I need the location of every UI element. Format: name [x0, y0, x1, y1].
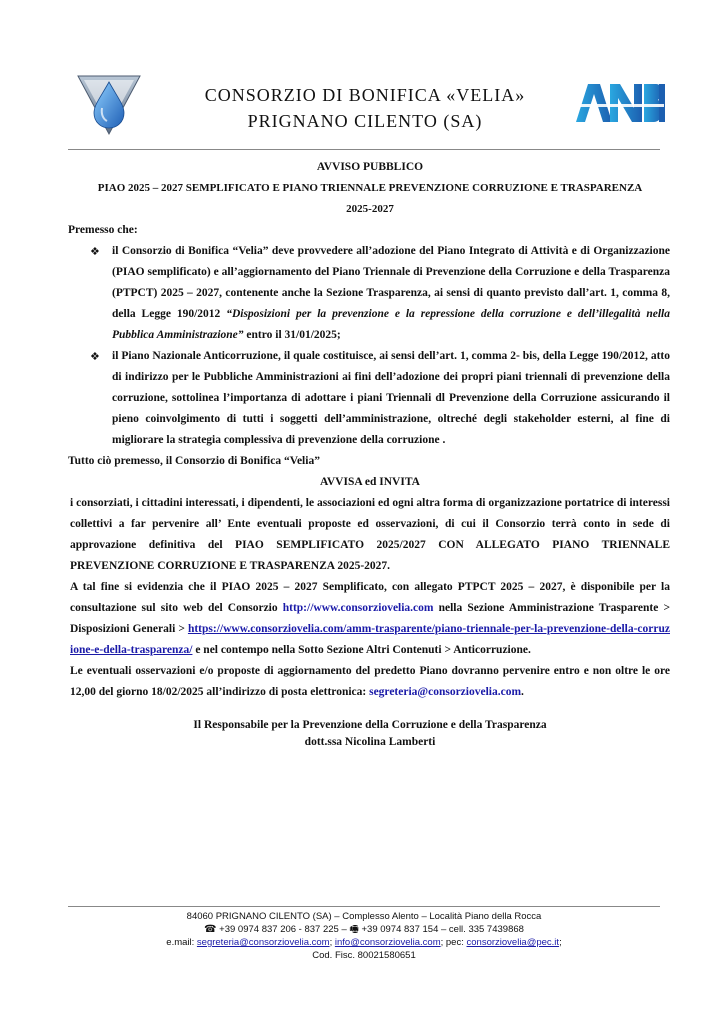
- premises-list: [70, 241, 670, 451]
- premesso-label: Premesso che:: [68, 224, 138, 236]
- organization-name: CONSORZIO DI BONIFICA «VELIA»: [204, 85, 526, 105]
- avvisa-heading: AVVISA ed INVITA: [320, 476, 420, 488]
- footer-phone-numbers: +39 0974 837 206 - 837 225 –: [219, 924, 347, 935]
- footer-email-segreteria[interactable]: segreteria@consorziovelia.com: [196, 937, 330, 948]
- law-title: “Disposizioni per la prevenzione e la repressione della corruzione e dell’illegalità nella Pubblica Amministrazione”: [112, 308, 670, 341]
- availability-text-c: e nel contempo nella Sotto Sezione Altri Contenuti > Anticorruzione.: [192, 644, 531, 656]
- footer-sep: ;: [329, 937, 333, 948]
- signature-role: Il Responsabile per la Prevenzione della Corruzione e della Trasparenza: [193, 719, 547, 731]
- header-divider: [68, 149, 660, 150]
- invitation-paragraph: i consorziati, i cittadini interessati, i dipendenti, le associazioni ed ogni altra forma di organizzazione portatrice di interessi collettivi a far pervenire all’ Ente eventuali proposte ed osservazioni, di cui il Consorzio terrà conto in sede di approvazione definitiva del PIAO SEMPLIFICATO 2025/2027 CON ALLEGATO PIANO TRIENNALE PREVENZIONE CORRUZIONE E TRASPARENZA 2025-2027.: [70, 497, 670, 572]
- footer-divider: [68, 906, 660, 907]
- footer-email-label: e.mail:: [166, 937, 195, 948]
- notice-body: [70, 156, 670, 751]
- footer-phones: [68, 923, 660, 936]
- availability-text-b: nella Sezione Amministrazione Trasparente > Disposizioni Generali >: [70, 602, 671, 635]
- premise-2-text: il Piano Nazionale Anticorruzione, il quale costituisce, ai sensi dell’art. 1, comma 2- bis, della Legge 190/2012, atto di indirizzo per le Pubbliche Amministrazioni ai fini dell’adozione dei propri piani triennali di prevenzione della corruzione, sottolinea l’importanza di adottare i piani Triennali dl Prevenzione della Corruzione assicurando il pieno coinvolgimento di tutti i soggetti dell’amministrazione, oltreché degli stakeholder esterni, al fine di migliorare la strategia complessiva di prevenzione della corruzione .: [112, 350, 670, 446]
- notice-heading: AVVISO PUBBLICO: [316, 161, 424, 173]
- footer-fax-cell: +39 0974 837 154 – cell. 335 7439868: [361, 924, 524, 935]
- premise-1-deadline: entro il 31/01/2025;: [243, 329, 341, 341]
- footer-sep: ;: [559, 937, 562, 948]
- deadline-text: Le eventuali osservazioni e/o proposte di aggiornamento del predetto Piano dovranno pervenire entro e non oltre le ore 12,00 del giorno 18/02/2025 all’indirizzo di posta elettronica:: [70, 665, 670, 698]
- email-suffix: .: [521, 686, 524, 698]
- signature-name: dott.ssa Nicolina Lamberti: [304, 736, 436, 748]
- list-item: [70, 241, 670, 346]
- email-link[interactable]: segreteria@consorziovelia.com: [369, 686, 522, 698]
- notice-subject: [70, 178, 670, 220]
- footer-email-info[interactable]: info@consorziovelia.com: [334, 937, 441, 948]
- deadline-paragraph: [70, 661, 670, 703]
- diamond-bullet-icon: ❖: [90, 350, 100, 363]
- website-link[interactable]: http://www.consorziovelia.com: [282, 602, 434, 614]
- water-drop-triangle-logo-icon: [76, 72, 142, 138]
- footer-contacts: [68, 910, 660, 962]
- organization-location: PRIGNANO CILENTO (SA): [247, 111, 483, 131]
- availability-paragraph: [70, 577, 670, 661]
- signature-block: [70, 717, 670, 751]
- footer-email-pec[interactable]: consorziovelia@pec.it: [466, 937, 560, 948]
- telephone-icon: ☎: [204, 924, 217, 935]
- availability-text-a: A tal fine si evidenzia che il PIAO 2025 – 2027 Semplificato, con allegato PTPCT 2025 – 2027, è disponibile per la consultazione sul sito web del Consorzio: [70, 581, 670, 614]
- list-item: [70, 346, 670, 451]
- diamond-bullet-icon: ❖: [90, 245, 100, 258]
- notice-subject-line2: 2025-2027: [346, 203, 394, 215]
- letterhead: [0, 0, 728, 160]
- premise-conclusion: Tutto ciò premesso, il Consorzio di Bonifica “Velia”: [68, 455, 320, 467]
- footer-emails: [68, 936, 660, 949]
- footer-tax-code: Cod. Fisc. 80021580651: [312, 950, 416, 961]
- ptpct-page-link[interactable]: https://www.consorziovelia.com/amm-trasparente/piano-triennale-per-la-prevenzione-della-corruzione-e-della-trasparenza/: [70, 623, 670, 656]
- premise-1-text: il Consorzio di Bonifica “Velia” deve provvedere all’adozione del Piano Integrato di Attività e di Organizzazione (PIAO semplificato) e all’aggiornamento del Piano Triennale di Prevenzione della Corruzione e della Trasparenza (PTPCT) 2025 – 2027, contenente anche la Sezione Trasparenza, ai sensi di quanto previsto dall’art. 1, comma 8, della Legge 190/2012: [112, 245, 670, 320]
- organization-title: [170, 82, 560, 134]
- footer-address: 84060 PRIGNANO CILENTO (SA) – Complesso Alento – Località Piano della Rocca: [186, 911, 542, 922]
- notice-subject-line1: PIAO 2025 – 2027 SEMPLIFICATO E PIANO TRIENNALE PREVENZIONE CORRUZIONE E TRASPARENZA: [97, 182, 643, 194]
- footer-pec-label: ; pec:: [440, 937, 464, 948]
- anbi-logo-icon: [574, 80, 666, 124]
- fax-icon: 🖷: [349, 924, 359, 935]
